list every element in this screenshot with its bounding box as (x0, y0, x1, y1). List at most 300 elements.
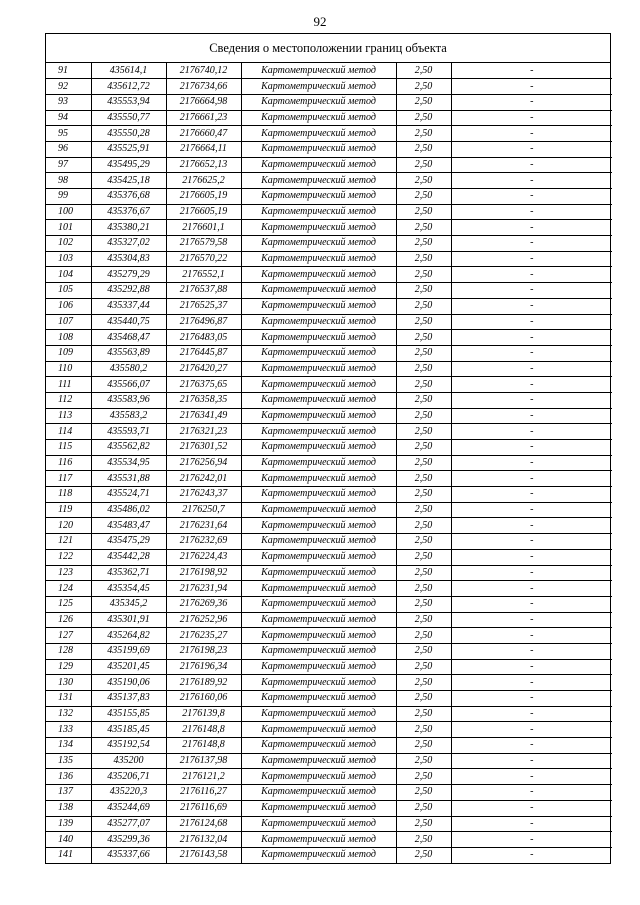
accuracy-cell: 2,50 (396, 738, 451, 754)
y-coordinate-cell: 2176664,98 (166, 94, 241, 110)
y-coordinate-cell: 2176132,04 (166, 832, 241, 848)
table-row (46, 847, 612, 863)
description-cell: - (451, 612, 612, 628)
accuracy-cell: 2,50 (396, 816, 451, 832)
method-cell: Картометрический метод (241, 471, 396, 487)
x-coordinate-cell: 435525,91 (91, 141, 166, 157)
method-cell: Картометрический метод (241, 126, 396, 142)
method-cell: Картометрический метод (241, 487, 396, 503)
x-coordinate-cell: 435155,85 (91, 706, 166, 722)
method-cell: Картометрический метод (241, 832, 396, 848)
x-coordinate-cell: 435220,3 (91, 785, 166, 801)
y-coordinate-cell: 2176579,58 (166, 236, 241, 252)
point-number-cell: 123 (46, 565, 91, 581)
table-row (46, 141, 612, 157)
point-number-cell: 101 (46, 220, 91, 236)
description-cell: - (451, 596, 612, 612)
table-row (46, 110, 612, 126)
accuracy-cell: 2,50 (396, 110, 451, 126)
table-row (46, 518, 612, 534)
description-cell: - (451, 753, 612, 769)
method-cell: Картометрический метод (241, 581, 396, 597)
y-coordinate-cell: 2176250,7 (166, 502, 241, 518)
point-number-cell: 122 (46, 549, 91, 565)
method-cell: Картометрический метод (241, 157, 396, 173)
description-cell: - (451, 204, 612, 220)
point-number-cell: 139 (46, 816, 91, 832)
accuracy-cell: 2,50 (396, 628, 451, 644)
point-number-cell: 107 (46, 314, 91, 330)
method-cell: Картометрический метод (241, 518, 396, 534)
method-cell: Картометрический метод (241, 392, 396, 408)
y-coordinate-cell: 2176552,1 (166, 267, 241, 283)
point-number-cell: 91 (46, 63, 91, 79)
method-cell: Картометрический метод (241, 236, 396, 252)
point-number-cell: 99 (46, 189, 91, 205)
table-row (46, 753, 612, 769)
table-row (46, 345, 612, 361)
table-row (46, 628, 612, 644)
point-number-cell: 129 (46, 659, 91, 675)
table-row (46, 581, 612, 597)
y-coordinate-cell: 2176198,92 (166, 565, 241, 581)
method-cell: Картометрический метод (241, 643, 396, 659)
method-cell: Картометрический метод (241, 691, 396, 707)
table-row (46, 267, 612, 283)
description-cell: - (451, 643, 612, 659)
method-cell: Картометрический метод (241, 628, 396, 644)
y-coordinate-cell: 2176148,8 (166, 722, 241, 738)
description-cell: - (451, 126, 612, 142)
table-row (46, 691, 612, 707)
y-coordinate-cell: 2176664,11 (166, 141, 241, 157)
accuracy-cell: 2,50 (396, 63, 451, 79)
x-coordinate-cell: 435277,07 (91, 816, 166, 832)
point-number-cell: 127 (46, 628, 91, 644)
page-number: 92 (313, 14, 327, 29)
description-cell: - (451, 549, 612, 565)
point-number-cell: 132 (46, 706, 91, 722)
accuracy-cell: 2,50 (396, 283, 451, 299)
x-coordinate-cell: 435201,45 (91, 659, 166, 675)
accuracy-cell: 2,50 (396, 141, 451, 157)
method-cell: Картометрический метод (241, 596, 396, 612)
x-coordinate-cell: 435563,89 (91, 345, 166, 361)
method-cell: Картометрический метод (241, 189, 396, 205)
table-row (46, 832, 612, 848)
point-number-cell: 140 (46, 832, 91, 848)
y-coordinate-cell: 2176116,27 (166, 785, 241, 801)
x-coordinate-cell: 435534,95 (91, 455, 166, 471)
y-coordinate-cell: 2176143,58 (166, 847, 241, 863)
x-coordinate-cell: 435354,45 (91, 581, 166, 597)
table-row (46, 534, 612, 550)
description-cell: - (451, 455, 612, 471)
x-coordinate-cell: 435524,71 (91, 487, 166, 503)
table-row (46, 440, 612, 456)
method-cell: Картометрический метод (241, 785, 396, 801)
point-number-cell: 100 (46, 204, 91, 220)
table-row (46, 330, 612, 346)
table-row (46, 769, 612, 785)
x-coordinate-cell: 435244,69 (91, 800, 166, 816)
description-cell: - (451, 283, 612, 299)
accuracy-cell: 2,50 (396, 189, 451, 205)
table-row (46, 361, 612, 377)
x-coordinate-cell: 435580,2 (91, 361, 166, 377)
accuracy-cell: 2,50 (396, 392, 451, 408)
description-cell: - (451, 440, 612, 456)
point-number-cell: 136 (46, 769, 91, 785)
description-cell: - (451, 502, 612, 518)
method-cell: Картометрический метод (241, 361, 396, 377)
description-cell: - (451, 518, 612, 534)
x-coordinate-cell: 435425,18 (91, 173, 166, 189)
accuracy-cell: 2,50 (396, 314, 451, 330)
y-coordinate-cell: 2176570,22 (166, 251, 241, 267)
method-cell: Картометрический метод (241, 251, 396, 267)
point-number-cell: 113 (46, 408, 91, 424)
table-row (46, 408, 612, 424)
description-cell: - (451, 691, 612, 707)
y-coordinate-cell: 2176660,47 (166, 126, 241, 142)
y-coordinate-cell: 2176740,12 (166, 63, 241, 79)
y-coordinate-cell: 2176235,27 (166, 628, 241, 644)
method-cell: Картометрический метод (241, 549, 396, 565)
point-number-cell: 104 (46, 267, 91, 283)
table-row (46, 471, 612, 487)
accuracy-cell: 2,50 (396, 471, 451, 487)
x-coordinate-cell: 435583,96 (91, 392, 166, 408)
x-coordinate-cell: 435199,69 (91, 643, 166, 659)
accuracy-cell: 2,50 (396, 440, 451, 456)
y-coordinate-cell: 2176301,52 (166, 440, 241, 456)
table-row (46, 220, 612, 236)
point-number-cell: 124 (46, 581, 91, 597)
method-cell: Картометрический метод (241, 94, 396, 110)
description-cell: - (451, 345, 612, 361)
description-cell: - (451, 800, 612, 816)
table-row (46, 157, 612, 173)
x-coordinate-cell: 435495,29 (91, 157, 166, 173)
y-coordinate-cell: 2176116,69 (166, 800, 241, 816)
table-row (46, 565, 612, 581)
table-row (46, 314, 612, 330)
x-coordinate-cell: 435442,28 (91, 549, 166, 565)
description-cell: - (451, 565, 612, 581)
description-cell: - (451, 157, 612, 173)
x-coordinate-cell: 435362,71 (91, 565, 166, 581)
description-cell: - (451, 738, 612, 754)
point-number-cell: 128 (46, 643, 91, 659)
point-number-cell: 93 (46, 94, 91, 110)
table-row (46, 659, 612, 675)
accuracy-cell: 2,50 (396, 659, 451, 675)
accuracy-cell: 2,50 (396, 236, 451, 252)
accuracy-cell: 2,50 (396, 424, 451, 440)
accuracy-cell: 2,50 (396, 220, 451, 236)
y-coordinate-cell: 2176224,43 (166, 549, 241, 565)
point-number-cell: 141 (46, 847, 91, 863)
description-cell: - (451, 110, 612, 126)
point-number-cell: 121 (46, 534, 91, 550)
y-coordinate-cell: 2176601,1 (166, 220, 241, 236)
point-number-cell: 114 (46, 424, 91, 440)
table-row (46, 251, 612, 267)
accuracy-cell: 2,50 (396, 298, 451, 314)
description-cell: - (451, 471, 612, 487)
x-coordinate-cell: 435376,67 (91, 204, 166, 220)
accuracy-cell: 2,50 (396, 581, 451, 597)
y-coordinate-cell: 2176652,13 (166, 157, 241, 173)
x-coordinate-cell: 435566,07 (91, 377, 166, 393)
accuracy-cell: 2,50 (396, 675, 451, 691)
description-cell: - (451, 392, 612, 408)
method-cell: Картометрический метод (241, 816, 396, 832)
x-coordinate-cell: 435550,28 (91, 126, 166, 142)
x-coordinate-cell: 435192,54 (91, 738, 166, 754)
x-coordinate-cell: 435337,44 (91, 298, 166, 314)
accuracy-cell: 2,50 (396, 157, 451, 173)
description-cell: - (451, 141, 612, 157)
y-coordinate-cell: 2176445,87 (166, 345, 241, 361)
x-coordinate-cell: 435486,02 (91, 502, 166, 518)
method-cell: Картометрический метод (241, 847, 396, 863)
x-coordinate-cell: 435264,82 (91, 628, 166, 644)
description-cell: - (451, 330, 612, 346)
table-row (46, 79, 612, 95)
y-coordinate-cell: 2176605,19 (166, 189, 241, 205)
table-row (46, 392, 612, 408)
y-coordinate-cell: 2176269,36 (166, 596, 241, 612)
x-coordinate-cell: 435553,94 (91, 94, 166, 110)
y-coordinate-cell: 2176605,19 (166, 204, 241, 220)
method-cell: Картометрический метод (241, 314, 396, 330)
table-row (46, 377, 612, 393)
table-row (46, 283, 612, 299)
x-coordinate-cell: 435137,83 (91, 691, 166, 707)
x-coordinate-cell: 435327,02 (91, 236, 166, 252)
y-coordinate-cell: 2176160,06 (166, 691, 241, 707)
x-coordinate-cell: 435345,2 (91, 596, 166, 612)
table-row (46, 126, 612, 142)
x-coordinate-cell: 435206,71 (91, 769, 166, 785)
accuracy-cell: 2,50 (396, 785, 451, 801)
description-cell: - (451, 675, 612, 691)
method-cell: Картометрический метод (241, 141, 396, 157)
table-row (46, 236, 612, 252)
description-cell: - (451, 94, 612, 110)
accuracy-cell: 2,50 (396, 345, 451, 361)
description-cell: - (451, 769, 612, 785)
point-number-cell: 126 (46, 612, 91, 628)
accuracy-cell: 2,50 (396, 534, 451, 550)
y-coordinate-cell: 2176496,87 (166, 314, 241, 330)
table-row (46, 722, 612, 738)
method-cell: Картометрический метод (241, 283, 396, 299)
table-row (46, 94, 612, 110)
accuracy-cell: 2,50 (396, 267, 451, 283)
method-cell: Картометрический метод (241, 659, 396, 675)
point-number-cell: 134 (46, 738, 91, 754)
accuracy-cell: 2,50 (396, 612, 451, 628)
y-coordinate-cell: 2176341,49 (166, 408, 241, 424)
accuracy-cell: 2,50 (396, 800, 451, 816)
table-row (46, 502, 612, 518)
accuracy-cell: 2,50 (396, 502, 451, 518)
method-cell: Картометрический метод (241, 330, 396, 346)
accuracy-cell: 2,50 (396, 455, 451, 471)
method-cell: Картометрический метод (241, 110, 396, 126)
table-row (46, 643, 612, 659)
description-cell: - (451, 722, 612, 738)
table-row (46, 487, 612, 503)
point-number-cell: 106 (46, 298, 91, 314)
description-cell: - (451, 832, 612, 848)
description-cell: - (451, 377, 612, 393)
accuracy-cell: 2,50 (396, 94, 451, 110)
x-coordinate-cell: 435376,68 (91, 189, 166, 205)
y-coordinate-cell: 2176321,23 (166, 424, 241, 440)
table-row (46, 424, 612, 440)
accuracy-cell: 2,50 (396, 753, 451, 769)
description-cell: - (451, 314, 612, 330)
accuracy-cell: 2,50 (396, 173, 451, 189)
y-coordinate-cell: 2176252,96 (166, 612, 241, 628)
table-row (46, 738, 612, 754)
point-number-cell: 116 (46, 455, 91, 471)
boundary-sheet (45, 33, 611, 864)
x-coordinate-cell: 435200 (91, 753, 166, 769)
accuracy-cell: 2,50 (396, 487, 451, 503)
point-number-cell: 115 (46, 440, 91, 456)
point-number-cell: 125 (46, 596, 91, 612)
table-row (46, 173, 612, 189)
method-cell: Картометрический метод (241, 800, 396, 816)
accuracy-cell: 2,50 (396, 408, 451, 424)
method-cell: Картометрический метод (241, 534, 396, 550)
x-coordinate-cell: 435593,71 (91, 424, 166, 440)
accuracy-cell: 2,50 (396, 722, 451, 738)
x-coordinate-cell: 435612,72 (91, 79, 166, 95)
point-number-cell: 95 (46, 126, 91, 142)
accuracy-cell: 2,50 (396, 126, 451, 142)
accuracy-cell: 2,50 (396, 706, 451, 722)
method-cell: Картометрический метод (241, 408, 396, 424)
method-cell: Картометрический метод (241, 63, 396, 79)
y-coordinate-cell: 2176189,92 (166, 675, 241, 691)
description-cell: - (451, 220, 612, 236)
x-coordinate-cell: 435583,2 (91, 408, 166, 424)
y-coordinate-cell: 2176358,35 (166, 392, 241, 408)
x-coordinate-cell: 435304,83 (91, 251, 166, 267)
point-number-cell: 98 (46, 173, 91, 189)
point-number-cell: 102 (46, 236, 91, 252)
y-coordinate-cell: 2176242,01 (166, 471, 241, 487)
method-cell: Картометрический метод (241, 298, 396, 314)
description-cell: - (451, 251, 612, 267)
point-number-cell: 110 (46, 361, 91, 377)
point-number-cell: 105 (46, 283, 91, 299)
method-cell: Картометрический метод (241, 267, 396, 283)
y-coordinate-cell: 2176198,23 (166, 643, 241, 659)
x-coordinate-cell: 435614,1 (91, 63, 166, 79)
x-coordinate-cell: 435299,36 (91, 832, 166, 848)
description-cell: - (451, 659, 612, 675)
method-cell: Картометрический метод (241, 377, 396, 393)
accuracy-cell: 2,50 (396, 204, 451, 220)
y-coordinate-cell: 2176625,2 (166, 173, 241, 189)
accuracy-cell: 2,50 (396, 518, 451, 534)
point-number-cell: 96 (46, 141, 91, 157)
y-coordinate-cell: 2176375,65 (166, 377, 241, 393)
method-cell: Картометрический метод (241, 738, 396, 754)
description-cell: - (451, 706, 612, 722)
y-coordinate-cell: 2176734,66 (166, 79, 241, 95)
description-cell: - (451, 189, 612, 205)
x-coordinate-cell: 435483,47 (91, 518, 166, 534)
point-number-cell: 120 (46, 518, 91, 534)
point-number-cell: 92 (46, 79, 91, 95)
coordinates-table (46, 63, 612, 863)
y-coordinate-cell: 2176231,94 (166, 581, 241, 597)
description-cell: - (451, 267, 612, 283)
table-row (46, 612, 612, 628)
accuracy-cell: 2,50 (396, 643, 451, 659)
method-cell: Картометрический метод (241, 424, 396, 440)
point-number-cell: 94 (46, 110, 91, 126)
table-row (46, 549, 612, 565)
description-cell: - (451, 424, 612, 440)
table-row (46, 189, 612, 205)
y-coordinate-cell: 2176139,8 (166, 706, 241, 722)
y-coordinate-cell: 2176483,05 (166, 330, 241, 346)
y-coordinate-cell: 2176124,68 (166, 816, 241, 832)
y-coordinate-cell: 2176121,2 (166, 769, 241, 785)
accuracy-cell: 2,50 (396, 79, 451, 95)
method-cell: Картометрический метод (241, 440, 396, 456)
table-row (46, 800, 612, 816)
accuracy-cell: 2,50 (396, 361, 451, 377)
description-cell: - (451, 298, 612, 314)
x-coordinate-cell: 435531,88 (91, 471, 166, 487)
point-number-cell: 97 (46, 157, 91, 173)
method-cell: Картометрический метод (241, 455, 396, 471)
point-number-cell: 108 (46, 330, 91, 346)
accuracy-cell: 2,50 (396, 330, 451, 346)
point-number-cell: 133 (46, 722, 91, 738)
point-number-cell: 103 (46, 251, 91, 267)
method-cell: Картометрический метод (241, 502, 396, 518)
point-number-cell: 112 (46, 392, 91, 408)
description-cell: - (451, 581, 612, 597)
x-coordinate-cell: 435279,29 (91, 267, 166, 283)
description-cell: - (451, 236, 612, 252)
x-coordinate-cell: 435440,75 (91, 314, 166, 330)
point-number-cell: 137 (46, 785, 91, 801)
accuracy-cell: 2,50 (396, 251, 451, 267)
point-number-cell: 117 (46, 471, 91, 487)
method-cell: Картометрический метод (241, 220, 396, 236)
point-number-cell: 131 (46, 691, 91, 707)
point-number-cell: 135 (46, 753, 91, 769)
method-cell: Картометрический метод (241, 753, 396, 769)
accuracy-cell: 2,50 (396, 565, 451, 581)
description-cell: - (451, 785, 612, 801)
table-row (46, 706, 612, 722)
x-coordinate-cell: 435301,91 (91, 612, 166, 628)
point-number-cell: 138 (46, 800, 91, 816)
